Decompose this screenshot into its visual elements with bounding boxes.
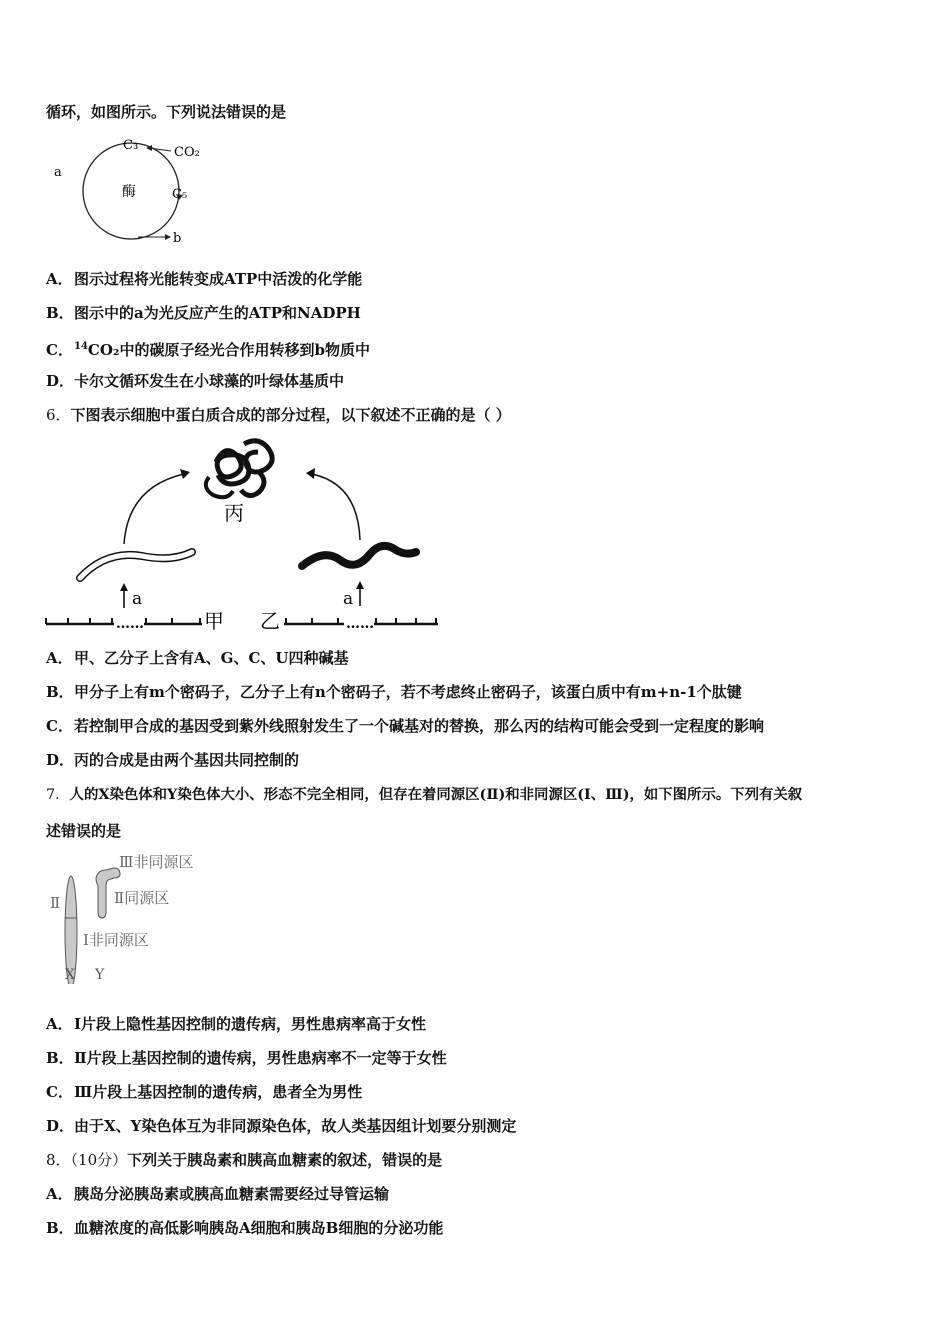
bing-label: 丙 — [224, 501, 244, 525]
b-label: b — [173, 231, 182, 246]
left-up-arrowhead — [120, 583, 128, 591]
c5-label: C₅ — [172, 187, 188, 202]
q6-option-a: A．甲、乙分子上含有A、G、C、U四种碱基 — [46, 649, 349, 667]
co2-arrow — [149, 148, 171, 151]
q6-option-c: C．若控制甲合成的基因受到紫外线照射发生了一个碱基对的替换，那么丙的结构可能会受到一定程度的影响 — [46, 717, 765, 735]
y-label: Y — [95, 967, 105, 983]
left-polypeptide-fill — [80, 552, 192, 578]
q7-option-b: B．Ⅱ片段上基因控制的遗传病，男性患病率不一定等于女性 — [46, 1049, 447, 1067]
q5-option-c: C．$^{14}$CO₂中的碳原子经光合作用转移到b物质中 — [46, 341, 370, 359]
co2-label: CO₂ — [174, 145, 200, 160]
left-curved-arrowhead — [180, 469, 190, 479]
region3-label: Ⅲ非同源区 — [119, 853, 194, 871]
q7-option-c: C．Ⅲ片段上基因控制的遗传病，患者全为男性 — [46, 1083, 363, 1101]
mrna-jia-dots: …… — [116, 616, 144, 632]
region2-left-label: Ⅱ — [50, 894, 61, 912]
region2-right-label: Ⅱ同源区 — [114, 889, 170, 907]
q6-stem: 6．下图表示细胞中蛋白质合成的部分过程，以下叙述不正确的是（ ） — [46, 406, 511, 424]
xy-chromosome-figure — [46, 848, 226, 984]
yi-label: 乙 — [260, 609, 280, 632]
jia-label: 甲 — [204, 609, 224, 632]
right-polypeptide — [302, 546, 416, 566]
left-curved-arrow — [124, 474, 184, 544]
mrna-yi-dots: …… — [346, 616, 374, 632]
x-label: X — [65, 967, 75, 983]
calvin-cycle-figure — [46, 134, 216, 254]
b-arrowhead — [165, 234, 171, 240]
right-up-arrowhead — [356, 581, 364, 589]
enzyme-label: 酶 — [122, 184, 136, 200]
q5-option-d: D．卡尔文循环发生在小球藻的叶绿体基质中 — [46, 372, 345, 390]
q8-option-b: B．血糖浓度的高低影响胰岛A细胞和胰岛B细胞的分泌功能 — [46, 1219, 444, 1237]
q7-stem-line1: 7．人的X染色体和Y染色体大小、形态不完全相同，但存在着同源区(Ⅱ)和非同源区(Ⅰ、Ⅲ)，如下图所示。下列有关叙 — [46, 786, 803, 803]
protein-glyph — [206, 441, 272, 497]
q7-stem-line2: 述错误的是 — [46, 822, 122, 840]
q6-option-b: B．甲分子上有m个密码子，乙分子上有n个密码子，若不考虑终止密码子，该蛋白质中有m+n-1个肽键 — [46, 683, 742, 701]
q5-option-a: A．图示过程将光能转变成ATP中活泼的化学能 — [46, 270, 363, 288]
right-curved-arrow — [312, 474, 360, 540]
q6-option-d: D．丙的合成是由两个基因共同控制的 — [46, 751, 300, 769]
protein-synthesis-figure — [44, 432, 444, 632]
q7-option-d: D．由于X、Y染色体互为非同源染色体，故人类基因组计划要分别测定 — [46, 1117, 517, 1135]
q5-option-b: B．图示中的a为光反应产生的ATP和NADPH — [46, 304, 361, 322]
a-left-label: a — [132, 589, 143, 609]
c3-label: C₃ — [123, 138, 139, 153]
q8-option-a: A．胰岛分泌胰岛素或胰高血糖素需要经过导管运输 — [46, 1185, 390, 1203]
region1-label: Ⅰ非同源区 — [83, 931, 149, 949]
right-curved-arrowhead — [306, 468, 315, 479]
intro-text: 循环，如图所示。下列说法错误的是 — [46, 103, 287, 121]
q7-option-a: A．Ⅰ片段上隐性基因控制的遗传病，男性患病率高于女性 — [46, 1015, 427, 1033]
a-label: a — [54, 165, 62, 180]
q8-stem: 8．（10分）下列关于胰岛素和胰高血糖素的叙述，错误的是 — [46, 1151, 443, 1169]
a-right-label: a — [343, 589, 354, 609]
